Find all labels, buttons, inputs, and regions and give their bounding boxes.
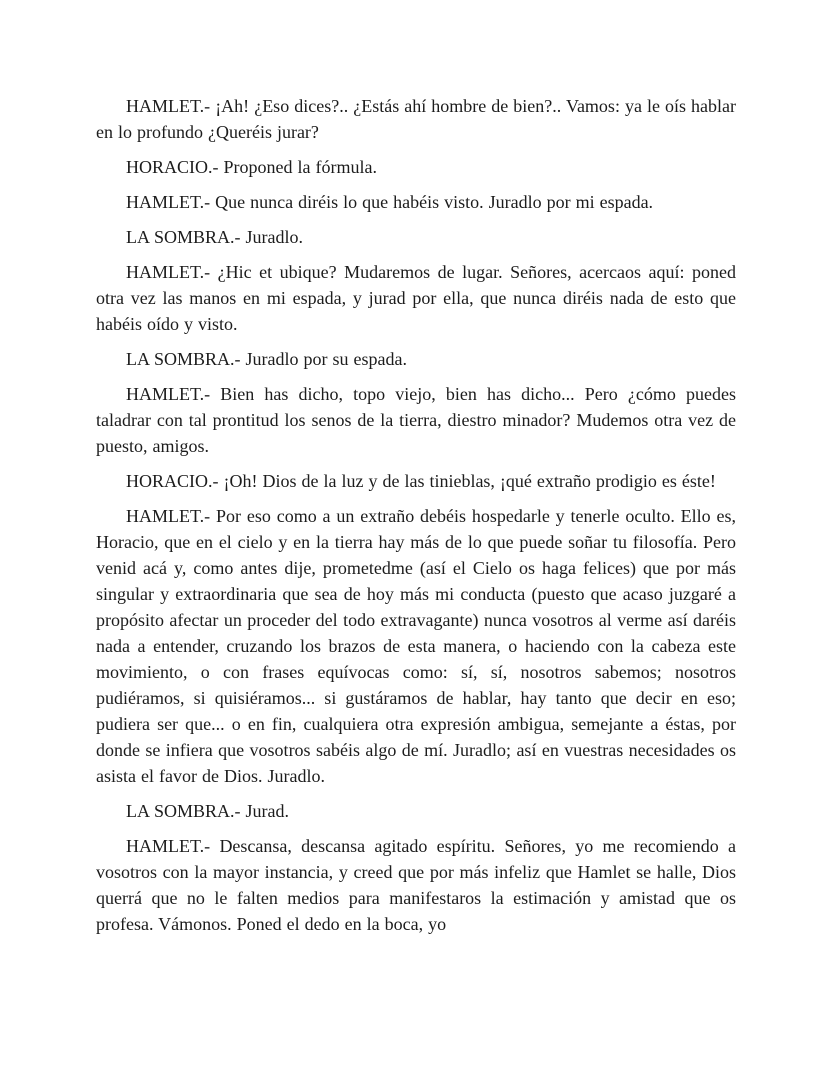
dialogue-paragraph [96, 503, 736, 789]
dialogue-paragraph [96, 381, 736, 459]
text-block [96, 93, 736, 937]
speaker-label: LA SOMBRA.- [126, 801, 241, 821]
speaker-label: LA SOMBRA.- [126, 227, 241, 247]
dialogue-text: ¡Ah! ¿Eso dices?.. ¿Estás ahí hombre de bien?.. Vamos: ya le oís hablar en lo profundo ¿Queréis jurar? [96, 96, 737, 142]
dialogue-paragraph [96, 259, 736, 337]
dialogue-text: Juradlo. [245, 227, 304, 247]
dialogue-paragraph [96, 346, 736, 372]
speaker-label: HAMLET.- [126, 506, 211, 526]
dialogue-paragraph [96, 189, 736, 215]
dialogue-paragraph [96, 154, 736, 180]
dialogue-paragraph [96, 833, 736, 937]
dialogue-text: ¿Hic et ubique? Mudaremos de lugar. Señores, acercaos aquí: poned otra vez las manos en mi espada, y jurad por ella, que nunca diréis nada de esto que habéis oído y visto. [96, 262, 737, 334]
speaker-label: HORACIO.- [126, 471, 219, 491]
speaker-label: HAMLET.- [126, 96, 211, 116]
dialogue-text: Juradlo por su espada. [245, 349, 407, 369]
dialogue-paragraph [96, 468, 736, 494]
dialogue-paragraph [96, 798, 736, 824]
speaker-label: HAMLET.- [126, 836, 211, 856]
dialogue-text: Jurad. [245, 801, 290, 821]
dialogue-paragraph [96, 93, 736, 145]
dialogue-paragraph [96, 224, 736, 250]
dialogue-text: ¡Oh! Dios de la luz y de las tinieblas, ¡qué extraño prodigio es éste! [223, 471, 716, 491]
dialogue-text: Descansa, descansa agitado espíritu. Señores, yo me recomiendo a vosotros con la mayor instancia, y creed que por más infeliz que Hamlet se halle, Dios querrá que no le falten medios para manifestaros la estimación y amistad que os profesa. Vámonos. Poned el dedo en la boca, yo [96, 836, 736, 934]
dialogue-text: Que nunca diréis lo que habéis visto. Juradlo por mi espada. [215, 192, 654, 212]
dialogue-text: Proponed la fórmula. [223, 157, 377, 177]
speaker-label: HAMLET.- [126, 384, 211, 404]
speaker-label: HAMLET.- [126, 192, 211, 212]
dialogue-text: Bien has dicho, topo viejo, bien has dicho... Pero ¿cómo puedes taladrar con tal prontitud los senos de la tierra, diestro minador? Mudemos otra vez de puesto, amigos. [96, 384, 737, 456]
speaker-label: LA SOMBRA.- [126, 349, 241, 369]
speaker-label: HORACIO.- [126, 157, 219, 177]
dialogue-text: Por eso como a un extraño debéis hospedarle y tenerle oculto. Ello es, Horacio, que en el cielo y en la tierra hay más de lo que puede soñar tu filosofía. Pero venid acá y, como antes dije, prometedme (así el Cielo os haga felices) que por más singular y extraordinaria que sea de hoy más mi conducta (puesto que acaso juzgaré a propósito afectar un proceder del todo extravagante) nunca vosotros al verme así daréis nada a entender, cruzando los brazos de esta manera, o haciendo con la cabeza este movimiento, o con frases equívocas como: sí, sí, nosotros sabemos; nosotros pudiéramos, si quisiéramos... si gustáramos de hablar, hay tanto que decir en eso; pudiera ser que... o en fin, cualquiera otra expresión ambigua, semejante a éstas, por donde se infiera que vosotros sabéis algo de mí. Juradlo; así en vuestras necesidades os asista el favor de Dios. Juradlo. [96, 506, 737, 786]
speaker-label: HAMLET.- [126, 262, 211, 282]
